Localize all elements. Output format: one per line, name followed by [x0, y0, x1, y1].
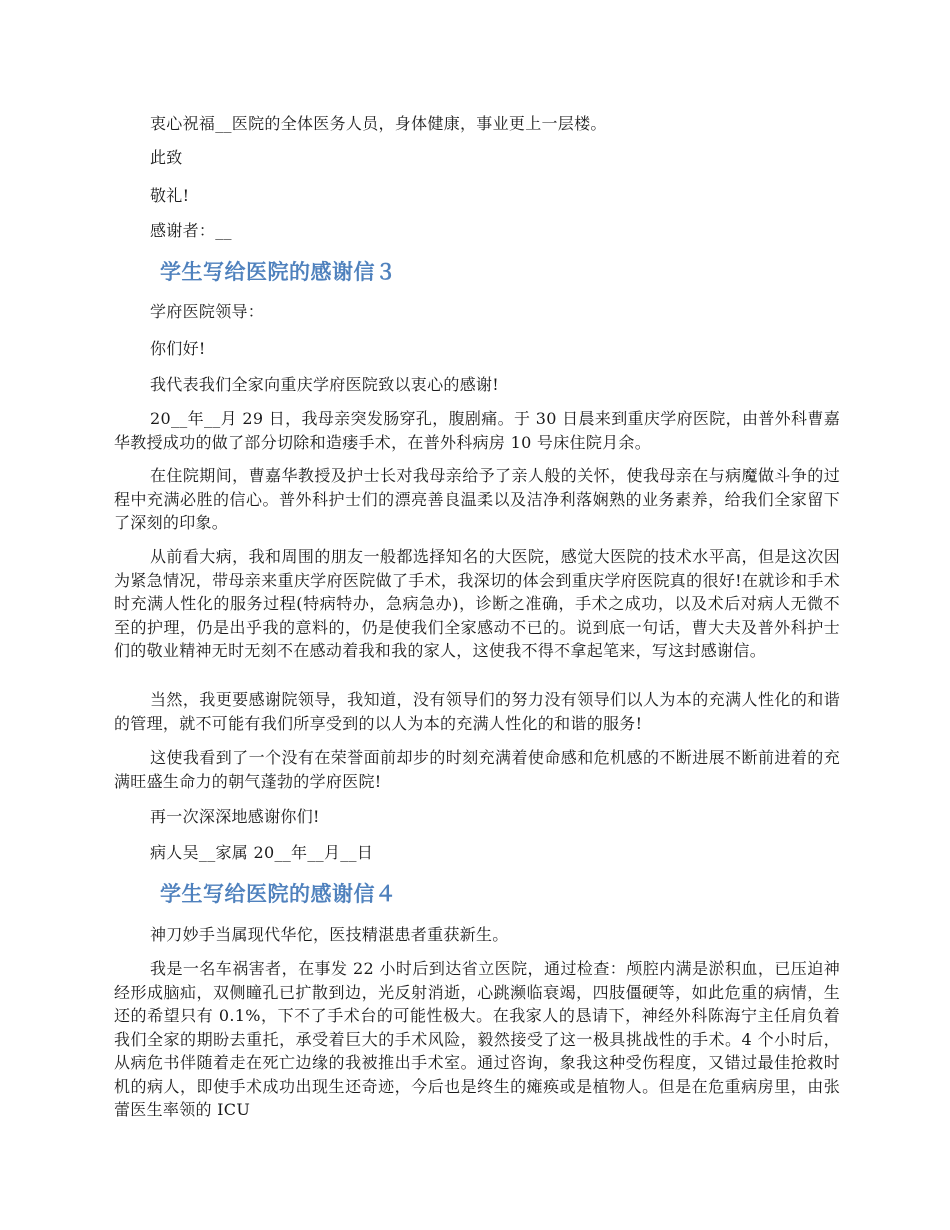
letter3-paragraph: 在住院期间，曹嘉华教授及护士长对我母亲给予了亲人般的关怀，使我母亲在与病魔做斗争的过程中充满必胜的信心。普外科护士们的漂亮善良温柔以及洁净利落娴熟的业务素养，给我们全家留下了深刻的印象。	[114, 466, 840, 532]
letter3-paragraph: 当然，我更要感谢院领导，我知道，没有领导们的努力没有领导们以人为本的充满人性化的和谐的管理，就不可能有我们所享受到的以人为本的充满人性化的和谐的服务!	[114, 690, 840, 733]
letter3-signoff: 病人吴__家属 20__年__月__日	[150, 843, 374, 862]
letter3-paragraph: 我代表我们全家向重庆学府医院致以衷心的感谢!	[150, 375, 500, 394]
letter3-paragraph: 这使我看到了一个没有在荣誉面前却步的时刻充满着使命感和危机感的不断进展不断前进着的充满旺盛生命力的朝气蓬勃的学府医院!	[114, 748, 840, 791]
closing-wish: 衷心祝福__医院的全体医务人员，身体健康，事业更上一层楼。	[150, 114, 607, 133]
letter3-paragraph: 20__年__月 29 日，我母亲突发肠穿孔，腹剧痛。于 30 日晨来到重庆学府医院，由普外科曹嘉华教授成功的做了部分切除和造瘘手术，在普外科病房 10 号床住院月余。	[114, 409, 840, 452]
letter4-paragraph: 神刀妙手当属现代华佗，医技精湛患者重获新生。	[150, 925, 509, 944]
closing-respect: 敬礼!	[150, 186, 190, 205]
closing-salutation: 此致	[150, 148, 183, 167]
letter3-paragraph: 再一次深深地感谢你们!	[150, 807, 320, 826]
letter3-greeting: 学府医院领导：	[150, 302, 265, 321]
letter4-paragraph: 我是一名车祸害者，在事发 22 小时后到达省立医院，通过检查：颅腔内满是淤积血，已压迫神经形成脑疝，双侧瞳孔已扩散到边，光反射消逝，心跳濒临衰竭，四肢僵硬等，如此危重的病情，生还的希望只有 0.1%，下不了手术台的可能性极大。在我家人的恳请下，神经外科陈海宁主任肩负着我们全家的期盼去重托，承受着巨大的手术风险，毅然接受了这一极具挑战性的手术。4 个小时后，从病危书伴随着走在死亡边缘的我被推出手术室。通过咨询，象我这种受伤程度，又错过最佳抢救时机的病人，即使手术成功出现生还奇迹，今后也是终生的瘫痪或是植物人。但是在危重病房里，由张蕾医生率领的 ICU	[114, 959, 840, 1119]
letter4-heading: 学生写给医院的感谢信４	[160, 882, 397, 906]
letter3-hello: 你们好!	[150, 339, 206, 358]
letter3-paragraph: 从前看大病，我和周围的朋友一般都选择知名的大医院，感觉大医院的技术水平高，但是这次因为紧急情况，带母亲来重庆学府医院做了手术，我深切的体会到重庆学府医院真的很好!在就诊和手术时充满人性化的服务过程(特病特办，急病急办)，诊断之准确，手术之成功，以及术后对病人无微不至的护理，仍是出乎我的意料的，仍是使我们全家感动不已的。说到底一句话，曹大夫及普外科护士们的敬业精神无时无刻不在感动着我和我的家人，这使我不得不拿起笔来，写这封感谢信。	[114, 547, 840, 660]
letter3-heading: 学生写给医院的感谢信３	[160, 260, 397, 284]
closing-signature: 感谢者：__	[150, 221, 232, 240]
